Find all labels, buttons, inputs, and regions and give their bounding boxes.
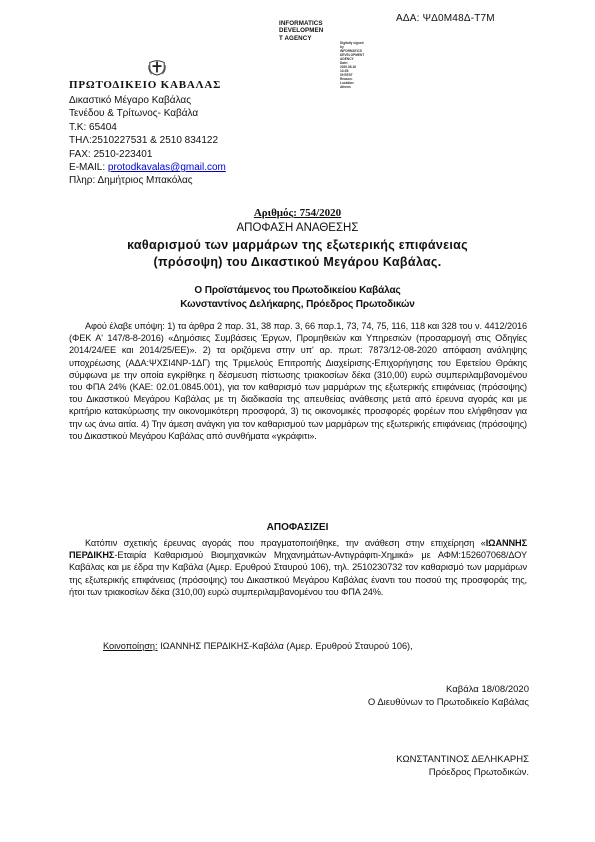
fax-line: FAX: 2510-223401 bbox=[69, 149, 153, 160]
signatory-title: Πρόεδρος Πρωτοδικών. bbox=[428, 767, 529, 778]
address-line: Δικαστικό Μέγαρο Καβάλας bbox=[69, 95, 192, 106]
agency-signature-details bbox=[340, 41, 364, 89]
notification-label: Κοινοποίηση: bbox=[103, 641, 158, 651]
director-role: Ο Διευθύνων το Πρωτοδικείο Καβάλας bbox=[367, 697, 529, 708]
decision-paragraph bbox=[69, 537, 527, 598]
signature-detail-line: Reason: bbox=[340, 77, 353, 81]
company-name: ΙΩΑΝΝΗΣ ΠΕΡΔΙΚΗΣ bbox=[69, 538, 527, 561]
decision-number-text: Αριθμός: 754/2020 bbox=[253, 207, 342, 219]
agency-line: T AGENCY bbox=[279, 34, 312, 42]
decision-text-before: Κατόπιν σχετικής έρευνας αγοράς που πραγματοποιήθηκε, την ανάθεση στην επιχείρηση « bbox=[85, 538, 486, 548]
place-date: Καβάλα 18/08/2020 bbox=[446, 684, 529, 695]
digital-signature-block bbox=[279, 20, 365, 89]
considerations-paragraph bbox=[69, 320, 527, 442]
signer-name: Κωνσταντίνος Δελήκαρης, Πρόεδρος Πρωτοδικών bbox=[180, 299, 415, 310]
signature-detail-line: Date: 2020.08.18 14:25: bbox=[340, 61, 356, 73]
notification-text: ΙΩΑΝΝΗΣ ΠΕΡΔΙΚΗΣ-Καβάλα (Αμερ. Ερυθρού Σταυρού 106), bbox=[157, 641, 413, 651]
agency-line: DEVELOPMEN bbox=[279, 27, 324, 35]
considerations-text: Αφού έλαβε υπόψη: 1) τα άρθρα 2 παρ. 31, 38 παρ. 3, 66 παρ.1, 73, 74, 75, 116, 118 και 328 του ν. 4412/2016 (ΦΕΚ Α' 147/8-8-2016) «Δημόσιες Συμβάσεις Έργων, Προμηθειών και Υπηρεσιών (προσαρμογή στις Οδηγίες 2014/24/ΕΕ και 2014/25/ΕΕ)». 2) τα οριζόμενα στην υπ' αρ. πρωτ: 7873/12-08-2020 απόφαση ανάληψης υποχρέωσης (ΑΔΑ:ΨΧΣΙ4ΝΡ-1ΔΓ) της Τριμελούς Επιτροπής Διαχείρισης-Επιχορήγησης του Εφετείου Θράκης σύμφωνα με την οποία εγκρίθηκε η δέσμευση πίστωσης τριακοσίων δέκα (310,00) ευρώ συμπεριλαμβανομένου του ΦΠΑ 24% (ΚΑΕ: 02.01.0845.001), για τον καθαρισμό των μαρμάρων της εξωτερικής επιφάνειας (πρόσοψης) του Δικαστικού Μεγάρου Καβάλας με τη διαδικασία της απευθείας ανάθεσης μετά από έρευνα αγοράς και με κριτήριο κατακύρωσης την οικονομικότερη προσφορά, 3) τις οικονομικές προσφορές φορέων που ελήφθησαν για την ως άνω αιτία. 4) Την άμεση ανάγκη για τον καθαρισμού των μαρμάρων της εξωτερικής επιφάνειας (πρόσοψης) του Δικαστικού Μεγάρου Καβάλας από συνθήματα «γκράφιτι». bbox=[69, 321, 527, 441]
signature-detail-line: Location: Athens bbox=[340, 81, 355, 89]
hellenic-crest-icon bbox=[148, 58, 166, 76]
phone-line: ΤΗΛ:2510227531 & 2510 834122 bbox=[69, 135, 219, 146]
ada-code: ΑΔΑ: ΨΔ0Μ48Δ-Τ7Μ bbox=[396, 13, 495, 24]
contact-person: Πληρ: Δημήτριος Μπακόλας bbox=[69, 175, 193, 186]
agency-line: INFORMATICS bbox=[279, 20, 323, 27]
subject-line: καθαρισμού των μαρμάρων της εξωτερικής επιφάνειας bbox=[127, 238, 468, 252]
signature-detail-line: 09 EEST bbox=[340, 73, 353, 77]
signer-role: Ο Προϊστάμενος του Πρωτοδικείου Καβάλας bbox=[194, 285, 401, 296]
address-line: Τ.Κ: 65404 bbox=[69, 122, 117, 133]
decision-text-after: -Εταιρία Καθαρισμού Βιομηχανικών Μηχανημάτων-Αντιγράφιτι-Χημικά» με ΑΦΜ:152607068/ΔΟΥ Καβάλας και με έδρα την Καβάλα (Αμερ. Ερυθρού Σταυρού 106), τηλ. 2510230732 τον καθαρισμό των μαρμάρων της εξωτερικής επιφάνειας (πρόσοψης) του Δικαστικού Μεγάρου Καβάλας έναντι του ποσού της προσφοράς της, ήτοι των τριακοσίων δέκα (310,00) ευρώ συμπεριλαμβανομένου του ΦΠΑ 24%. bbox=[69, 550, 527, 597]
email-label: E-MAIL: bbox=[69, 162, 108, 173]
agency-name bbox=[279, 20, 323, 42]
subject-title: ΑΠΟΦΑΣΗ ΑΝΑΘΕΣΗΣ bbox=[236, 222, 359, 234]
court-title: ΠΡΩΤΟΔΙΚΕΙΟ ΚΑΒΑΛΑΣ bbox=[69, 79, 222, 91]
signatory-name: ΚΩΝΣΤΑΝΤΙΝΟΣ ΔΕΛΗΚΑΡΗΣ bbox=[396, 754, 529, 765]
subject-line: (πρόσοψη) του Δικαστικού Μεγάρου Καβάλας. bbox=[153, 255, 442, 269]
email-line bbox=[69, 162, 226, 174]
email-link[interactable]: protodkavalas@gmail.com bbox=[107, 162, 226, 173]
decides-heading: ΑΠΟΦΑΣΙΖΕΙ bbox=[266, 522, 329, 533]
decision-number bbox=[0, 207, 595, 219]
signature-detail-line: Digitally signed by bbox=[340, 41, 364, 49]
notification-line bbox=[103, 641, 413, 651]
signature-detail-line: DEVELOPMENT AGENCY bbox=[340, 53, 365, 61]
signature-detail-line: INFORMATICS bbox=[340, 49, 362, 53]
address-line: Τενέδου & Τρίτωνος- Καβάλα bbox=[69, 108, 199, 119]
